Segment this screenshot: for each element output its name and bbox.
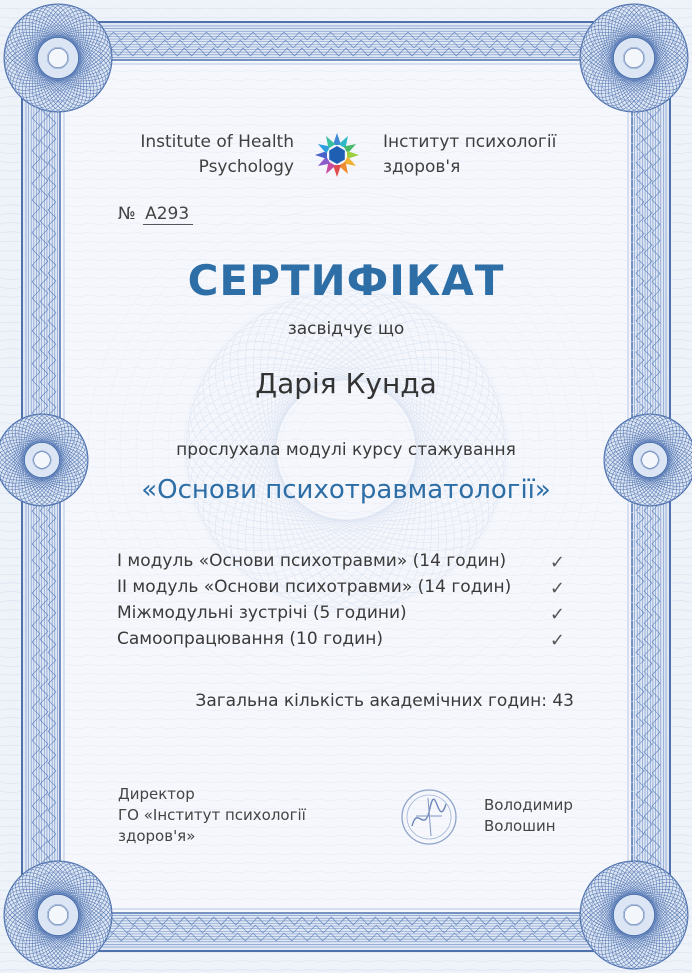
- org-name-en-line1: Institute of Health: [140, 132, 294, 152]
- module-item: [117, 574, 577, 600]
- director-title: [118, 784, 306, 847]
- org-name-en: [140, 130, 294, 180]
- checkmark-icon: ✓: [549, 630, 565, 651]
- org-name-ua-line1: Інститут психології: [383, 132, 557, 152]
- module-item: [117, 548, 577, 574]
- certificate-title: СЕРТИФІКАТ: [187, 256, 505, 305]
- course-name: «Основи психотравматології»: [141, 475, 551, 505]
- checkmark-icon: ✓: [549, 578, 565, 599]
- module-label: II модуль «Основи психотравми» (14 годин): [117, 577, 512, 597]
- module-label: Міжмодульні зустрічі (5 години): [117, 603, 407, 623]
- completion-text: прослухала модулі курсу стажування: [176, 440, 516, 460]
- director-line2: ГО «Інститут психології: [118, 806, 306, 824]
- org-name-en-line2: Psychology: [198, 157, 294, 177]
- module-list: [117, 548, 577, 652]
- total-hours: Загальна кількість академічних годин: 43: [195, 691, 574, 711]
- checkmark-icon: ✓: [549, 552, 565, 573]
- signature-seal-icon: [398, 786, 460, 848]
- certificate-subtitle: засвідчує що: [287, 319, 405, 339]
- module-label: I модуль «Основи психотравми» (14 годин): [117, 551, 507, 571]
- certificate-number-value: А293: [143, 205, 193, 225]
- org-name-ua: [383, 130, 556, 180]
- module-item: [117, 626, 577, 652]
- hexagon-flower-logo-icon: [313, 131, 361, 179]
- signer-last-name: Волошин: [484, 817, 556, 835]
- module-label: Самоопрацювання (10 годин): [117, 629, 383, 649]
- director-line3: здоров'я»: [118, 827, 196, 845]
- certificate-number: [118, 204, 193, 225]
- org-name-ua-line2: здоров'я: [383, 157, 461, 177]
- recipient-name: Дарія Кунда: [255, 367, 437, 400]
- module-item: [117, 600, 577, 626]
- signer-name: [484, 795, 573, 837]
- signer-first-name: Володимир: [484, 796, 573, 814]
- certificate-number-prefix: №: [118, 204, 136, 224]
- director-line1: Директор: [118, 785, 195, 803]
- checkmark-icon: ✓: [549, 604, 565, 625]
